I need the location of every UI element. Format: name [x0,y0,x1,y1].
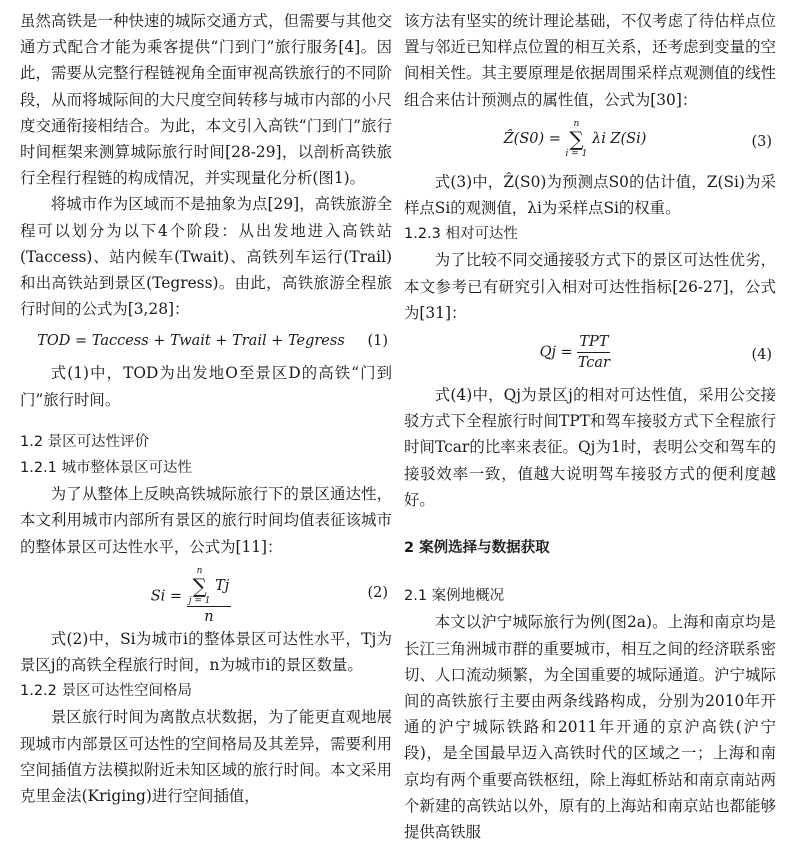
paragraph: 该方法有坚实的统计理论基础，不仅考虑了待估样点位置与邻近已知样点位置的相互关系，还考虑到变量的空间相关性。其主要原理是依据周围采样点观测值的线性组合来估计预测点的属性值，公式为[30]： [404,12,776,109]
paragraph: 为了比较不同交通接驳方式下的景区可达性优劣，本文参考已有研究引入相对可达性指标[26-27]，公式为[31]： [404,251,776,322]
subsection-heading: 1.2.2 景区可达性空间格局 [20,683,193,700]
subsection-heading: 1.2.3 相对可达性 [404,226,519,243]
formula-expression: TOD = Taccess + Twait + Trail + Tegress [37,333,345,350]
subsection-heading: 1.2.1 城市整体景区可达性 [20,460,193,477]
formula-3 [404,117,776,165]
formula-number: (1) [367,333,388,350]
paragraph: 式(1)中，TOD为出发地O至景区D的高铁“门到门”旅行时间。 [20,364,392,409]
formula-expression: Qj = $\frac{\text{TPT}}{\text{Tcar}}$ [539,334,610,372]
paragraph: 式(4)中，Qj为景区j的相对可达性值，采用公交接驳方式下全程旅行时间TPT和驾车接驳方式下全程旅行时间Tcar的比率来表征。Qj为1时，表明公交和驾车的接驳效率一致，值越大说明驾车接驳方式的便利度越好。 [404,386,776,509]
paragraph: 虽然高铁是一种快速的城际交通方式，但需要与其他交通方式配合才能为乘客提供“门到门”旅行服务[4]。因此，需要从完整行程链视角全面审视高铁旅行的不同阶段，从而将城际间的大尺度空间转移与城市内部的小尺度交通衔接相结合。为此，本文引入高铁“门到门”旅行时间框架来测算城际旅行时间[28-29]，以剖析高铁旅行全程行程链的构成情况，并实现量化分析(图1)。 [20,12,392,188]
paragraph: 为了从整体上反映高铁城际旅行下的景区通达性，本文利用城市内部所有景区的旅行时间均值表征该城市的整体景区可达性水平，公式为[11]： [20,485,392,556]
formula-2 [20,564,392,625]
right-column [404,8,776,845]
formula-1 [20,326,392,356]
left-column [20,8,392,809]
formula-4 [404,330,776,378]
formula-number: (2) [367,584,388,601]
paragraph: 式(2)中，Si为城市i的整体景区可达性水平，Tj为景区j的高铁全程旅行时间，n为城市i的景区数量。 [20,629,392,675]
formula-expression: Si = n ∑ j = 1 Tj n [150,565,230,625]
formula-number: (3) [751,133,772,150]
formula-number: (4) [751,347,772,364]
section-heading: 2 案例选择与数据获取 [404,540,550,557]
paragraph: 式(3)中，Ẑ(S0)为预测点S0的估计值，Z(Si)为采样点Si的观测值，λi为采样点Si的权重。 [404,172,776,218]
paragraph: 本文以沪宁城际旅行为例(图2a)。上海和南京均是长江三角洲城市群的重要城市，相互之间的经济联系密切、人口流动频繁，为全国重要的城际通道。沪宁城际间的高铁旅行主要由两条线路构成，分别为2010年开通的沪宁城际铁路和2011年开通的京沪高铁(沪宁段)，是全国最早迈入高铁时代的区域之一；上海和南京均有两个重要高铁枢纽，除上海虹桥站和南京南站两个新建的高铁站以外，原有的上海站和南京站也都能够提供高铁服 [404,613,776,842]
paragraph: 将城市作为区域而不是抽象为点[29]，高铁旅游全程可以划分为以下4个阶段：从出发地进入高铁站(Taccess)、站内候车(Twait)、高铁列车运行(Trail)和出高铁站到景区(Tegress)。由此，高铁旅游全程旅行时间的公式为[3,28]： [20,195,392,319]
paragraph: 景区旅行时间为离散点状数据，为了能更直观地展现城市内部景区可达性的空间格局及其差异，需要利用空间插值方法模拟附近未知区域的旅行时间。本文采用克里金法(Kriging)进行空间插值， [20,708,392,806]
section-heading: 1.2 景区可达性评价 [20,433,150,450]
formula-expression: Ẑ(S0) = n ∑ i = 1 λi Z(Si) [503,118,647,159]
subsection-heading: 2.1 案例地概况 [404,588,505,605]
